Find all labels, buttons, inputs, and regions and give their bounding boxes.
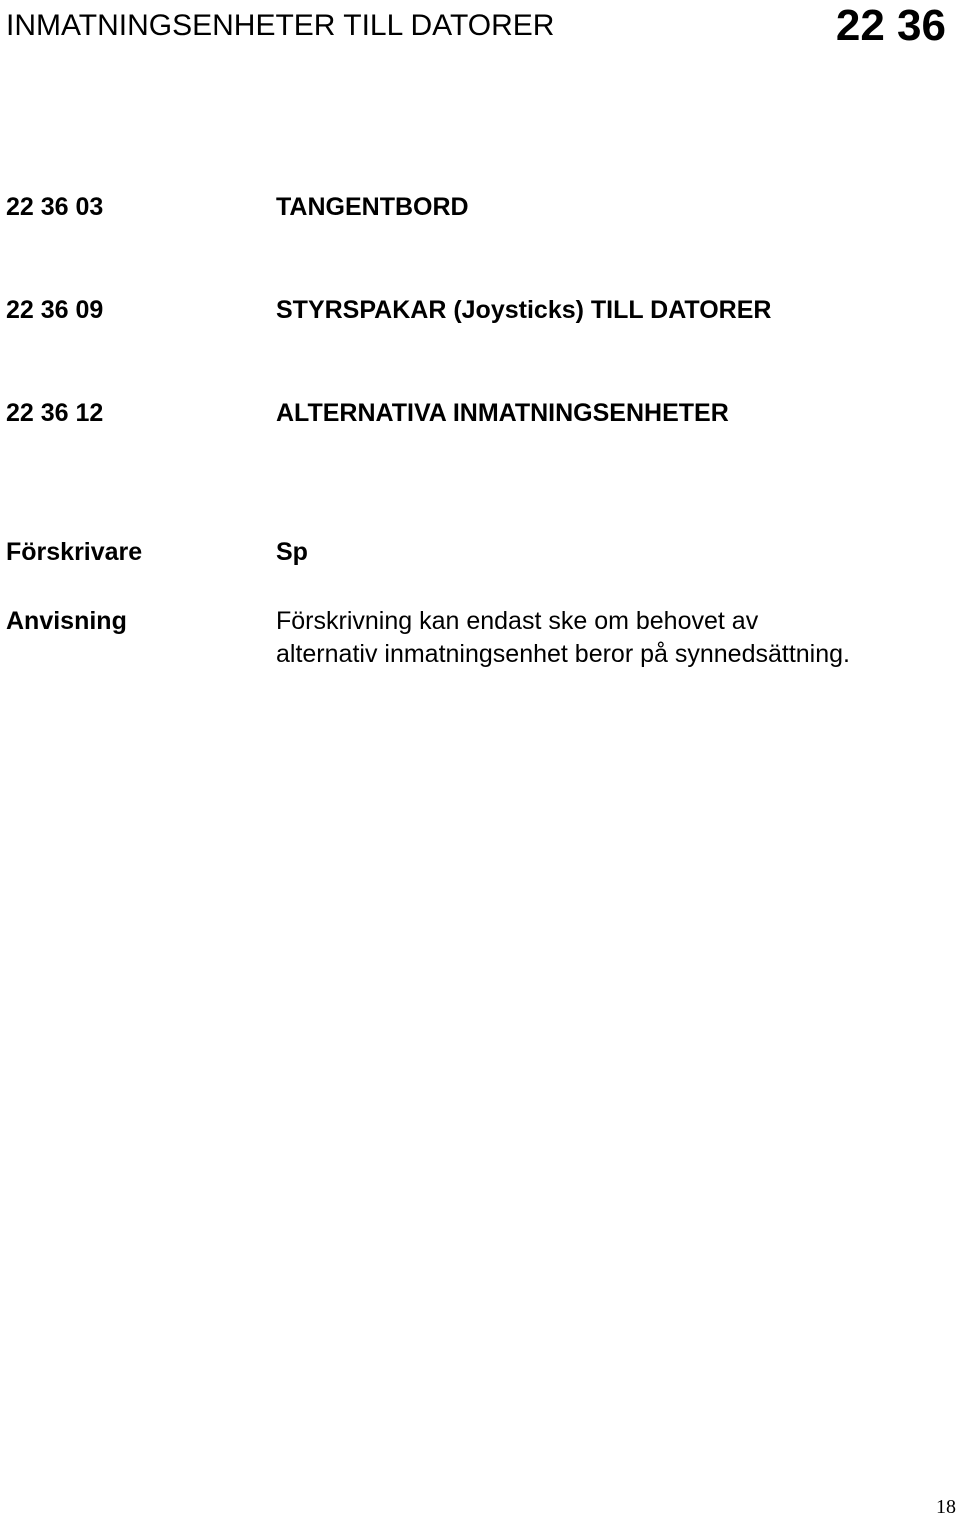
instruction-line-1: Förskrivning kan endast ske om behovet av bbox=[276, 607, 759, 635]
category-label-2: STYRSPAKAR (Joysticks) TILL DATORER bbox=[276, 296, 772, 324]
category-label-3: ALTERNATIVA INMATNINGSENHETER bbox=[276, 399, 729, 427]
section-code: 22 36 bbox=[835, 1, 946, 50]
category-label-1: TANGENTBORD bbox=[276, 193, 469, 221]
instruction-line-2: alternativ inmatningsenhet beror på synnedsättning. bbox=[276, 640, 850, 668]
category-code-1: 22 36 03 bbox=[6, 193, 104, 221]
page-number: 18 bbox=[936, 1496, 956, 1518]
category-code-2: 22 36 09 bbox=[6, 296, 104, 324]
instruction-label: Anvisning bbox=[6, 607, 127, 635]
prescriber-value: Sp bbox=[276, 538, 308, 566]
prescriber-label: Förskrivare bbox=[6, 538, 143, 566]
instruction-text bbox=[276, 605, 956, 671]
page-title: INMATNINGSENHETER TILL DATORER bbox=[6, 9, 555, 42]
category-code-3: 22 36 12 bbox=[6, 399, 104, 427]
